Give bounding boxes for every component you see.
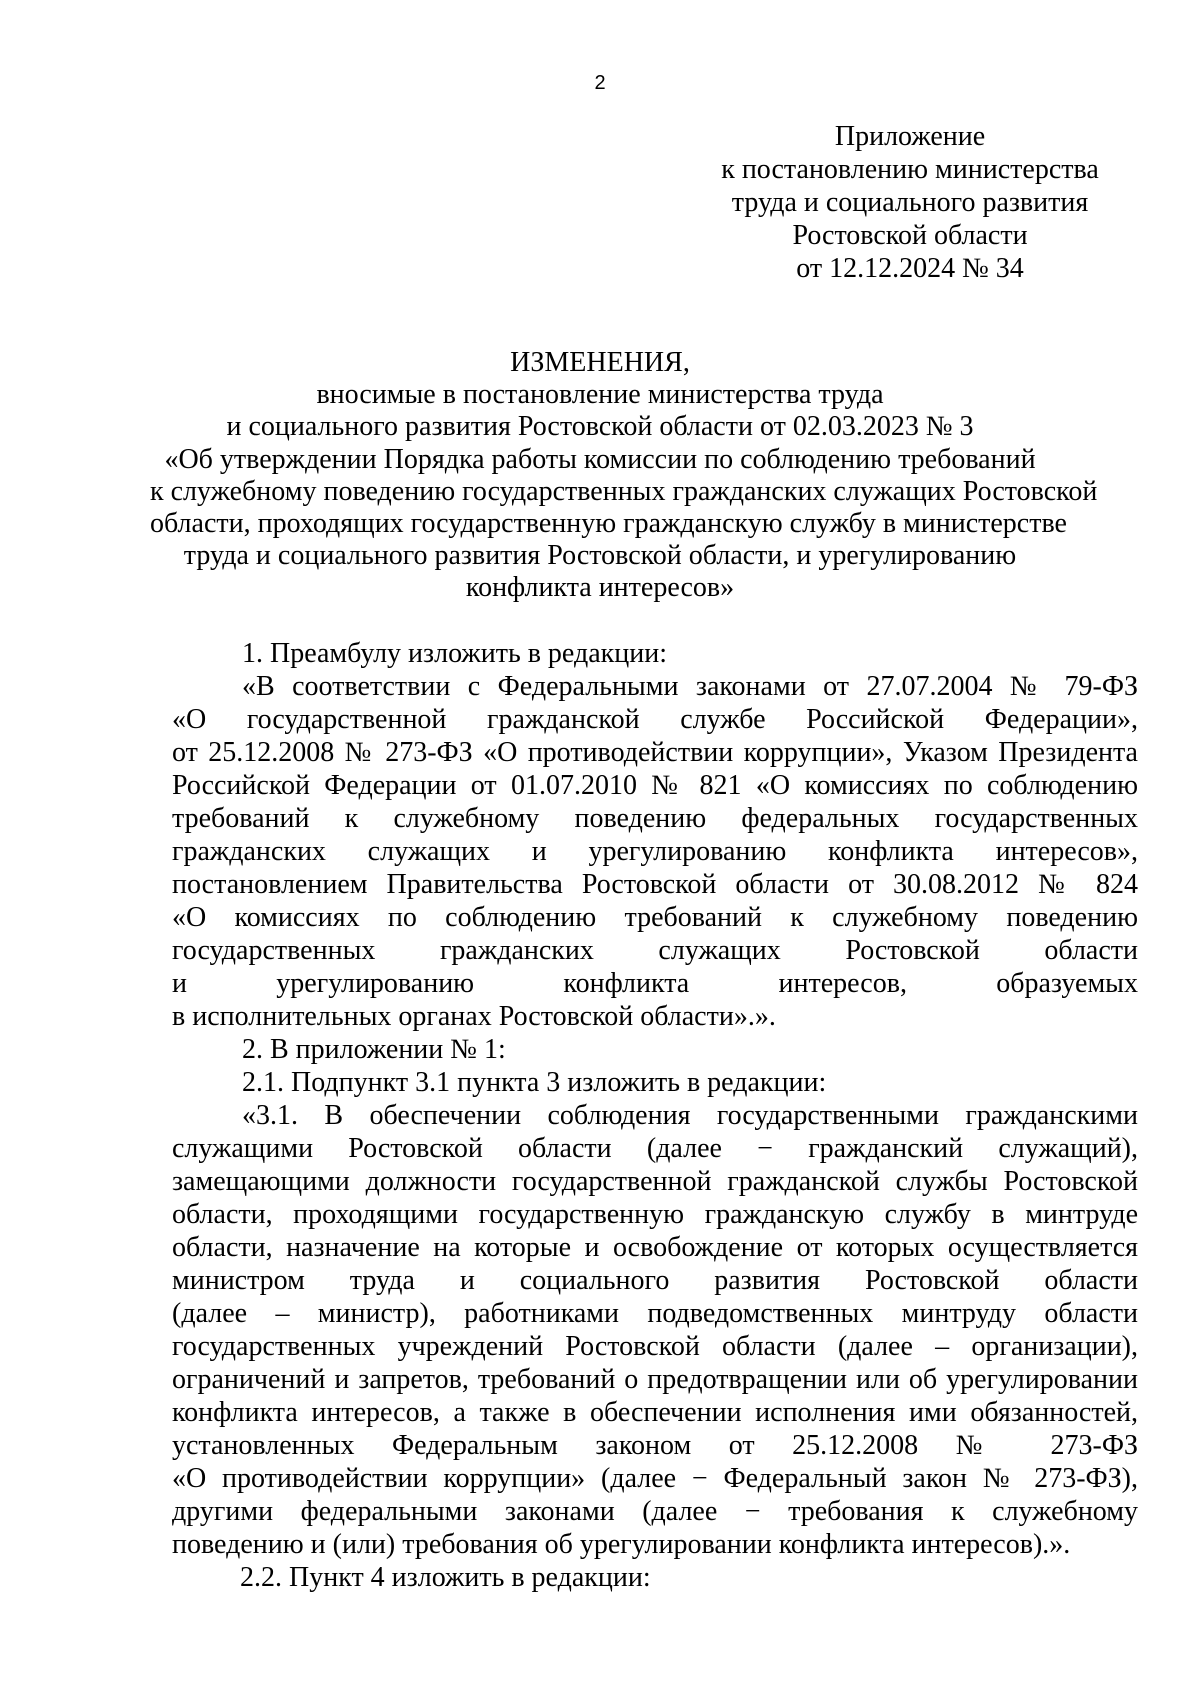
appendix-line: Ростовской области — [792, 220, 1028, 251]
appendix-header — [700, 120, 1120, 285]
body-line: «О комиссиях по соблюдению требований к служебному поведению — [172, 902, 1138, 933]
body-line: области, назначение на которые и освобождение от которых осуществляется — [172, 1232, 1138, 1263]
title-line: к служебному поведению государственных гражданских служащих Ростовской — [150, 475, 1098, 507]
title-line: ИЗМЕНЕНИЯ, — [510, 347, 690, 378]
body-line: 2.2. Пункт 4 изложить в редакции: — [240, 1562, 651, 1593]
body-line: постановлением Правительства Ростовской области от 30.08.2012 № 824 — [172, 869, 1138, 900]
body-line: в исполнительных органах Ростовской области».». — [172, 1001, 776, 1032]
title-line: конфликта интересов» — [465, 572, 735, 604]
appendix-line: Приложение — [834, 121, 986, 152]
body-line: «О государственной гражданской службе Российской Федерации», — [172, 704, 1138, 735]
body-line: Российской Федерации от 01.07.2010 № 821 «О комиссиях по соблюдению — [172, 770, 1138, 801]
body-line: 1. Преамбулу изложить в редакции: — [242, 638, 668, 669]
body-line: установленных Федеральным законом от 25.12.2008 № 273-ФЗ — [172, 1430, 1138, 1461]
body-line: конфликта интересов, а также в обеспечении исполнения ими обязанностей, — [172, 1397, 1138, 1428]
body-line: (далее – министр), работниками подведомственных минтруду области — [172, 1298, 1138, 1329]
title-line: «Об утверждении Порядка работы комиссии по соблюдению требований — [164, 443, 1036, 475]
appendix-line: от 12.12.2024 № 34 — [796, 253, 1024, 284]
body-line: требований к служебному поведению федеральных государственных — [172, 803, 1138, 834]
body-line: гражданских служащих и урегулированию конфликта интересов», — [172, 836, 1138, 867]
body-line: министром труда и социального развития Ростовской области — [172, 1265, 1138, 1296]
body-line: «О противодействии коррупции» (далее − Федеральный закон № 273-ФЗ), — [172, 1463, 1138, 1494]
title-line: труда и социального развития Ростовской области, и урегулированию — [183, 540, 1017, 572]
appendix-line: к постановлению министерства — [721, 154, 1099, 185]
document-title — [150, 347, 1098, 605]
title-line: вносимые в постановление министерства труда — [316, 379, 884, 411]
title-line: и социального развития Ростовской области от 02.03.2023 № 3 — [226, 411, 974, 443]
body-line: от 25.12.2008 № 273-ФЗ «О противодействии коррупции», Указом Президента — [172, 737, 1138, 768]
body-line: замещающими должности государственной гражданской службы Ростовской — [172, 1166, 1138, 1197]
title-line: области, проходящих государственную гражданскую службу в министерстве — [150, 508, 1067, 540]
body-line: 2. В приложении № 1: — [242, 1034, 506, 1065]
body-line: «3.1. В обеспечении соблюдения государственными гражданскими — [242, 1100, 1138, 1131]
page-number: 2 — [594, 72, 606, 94]
body-line: служащими Ростовской области (далее − гражданский служащий), — [172, 1133, 1138, 1164]
body-line: государственных учреждений Ростовской области (далее – организации), — [172, 1331, 1138, 1362]
body-line: «В соответствии с Федеральными законами от 27.07.2004 № 79-ФЗ — [242, 671, 1138, 702]
body-line: ограничений и запретов, требований о предотвращении или об урегулировании — [172, 1364, 1138, 1395]
body-line: другими федеральными законами (далее − требования к служебному — [172, 1496, 1138, 1527]
body-line: области, проходящими государственную гражданскую службу в минтруде — [172, 1199, 1138, 1230]
appendix-line: труда и социального развития — [731, 187, 1089, 218]
body-line: 2.1. Подпункт 3.1 пункта 3 изложить в редакции: — [242, 1067, 827, 1098]
body-line: поведению и (или) требования об урегулировании конфликта интересов).». — [172, 1529, 1071, 1560]
document-body — [172, 637, 1138, 1594]
body-line: и урегулированию конфликта интересов, образуемых — [172, 968, 1138, 999]
body-line: государственных гражданских служащих Ростовской области — [172, 935, 1138, 966]
